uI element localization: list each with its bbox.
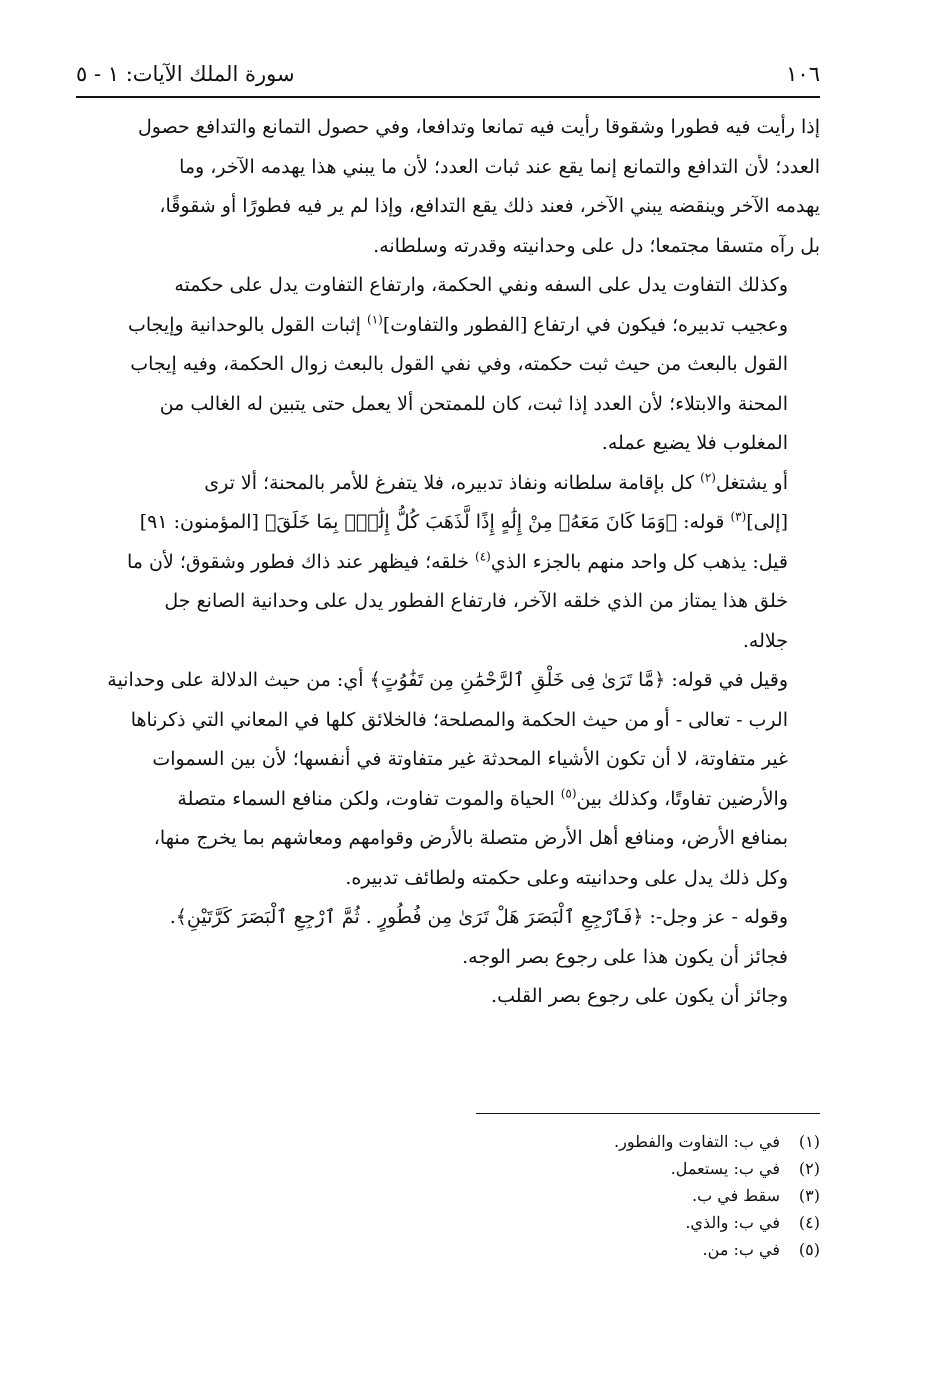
quran-verse: ﴿فَٱرْجِعِ ٱلْبَصَرَ هَلْ تَرَىٰ مِن فُطُورٍ . ثُمَّ ٱرْجِعِ ٱلْبَصَرَ كَرَّتَيْنِ﴾ bbox=[175, 906, 644, 928]
text-segment: إثبات القول بالوحدانية وإيجاب bbox=[127, 313, 367, 336]
text-segment: وعجيب تدبيره؛ فيكون في ارتفاع [الفطور والتفاوت] bbox=[382, 313, 788, 336]
footnote-marker-5[interactable]: (٥) bbox=[560, 786, 577, 801]
quran-verse: ﴿وَمَا كَانَ مَعَهُۥ مِنْ إِلَٰهٍ إِذًا لَّذَهَبَ كُلُّ إِلَٰهٍۭ بِمَا خَلَقَ﴾ bbox=[265, 511, 678, 533]
text-line: الرب - تعالى - أو من حيث الحكمة والمصلحة؛ فالخلائق كلها في المعاني التي ذكرناها bbox=[130, 708, 788, 731]
text-line bbox=[76, 780, 820, 820]
text-line: خلق هذا يمتاز من الذي خلقه الآخر، فارتفاع الفطور يدل على وحدانية الصانع جل bbox=[164, 590, 788, 612]
footnote-number: (٢) bbox=[798, 1159, 820, 1178]
text-line bbox=[76, 464, 820, 504]
text-line: وجائز أن يكون على رجوع بصر القلب. bbox=[491, 985, 788, 1007]
text-segment: . bbox=[169, 906, 176, 928]
text-segment: [إلى] bbox=[746, 511, 788, 533]
text-line: المحنة والابتلاء؛ لأن العدد إذا ثبت، كان للممتحن ألا يعمل حتى يتبين له الغالب من bbox=[159, 392, 788, 415]
text-line bbox=[76, 898, 820, 938]
footnote-4 bbox=[476, 1209, 820, 1236]
paragraph-6 bbox=[76, 938, 820, 978]
text-segment: الحياة والموت تفاوت، ولكن منافع السماء متصلة bbox=[177, 787, 561, 810]
text-segment: خلقه؛ فيظهر عند ذاك فطور وشقوق؛ لأن ما bbox=[127, 550, 475, 573]
footnote-3 bbox=[476, 1182, 820, 1209]
text-line: يهدمه الآخر وينقضه يبني الآخر، فعند ذلك يقع التدافع، وإذا لم ير فيه فطورًا أو شقوقًا، bbox=[159, 195, 820, 217]
footnote-number: (١) bbox=[798, 1132, 820, 1151]
text-line: القول بالبعث من حيث ثبت حكمته، وفي نفي القول بالبعث زوال الحكمة، وفيه إيجاب bbox=[130, 353, 788, 375]
footnote-number: (٥) bbox=[798, 1240, 820, 1259]
footnote-1 bbox=[476, 1128, 820, 1155]
footnote-text: في ب: يستعمل. bbox=[670, 1159, 780, 1178]
footnote-number: (٤) bbox=[798, 1213, 820, 1232]
footnote-text: في ب: من. bbox=[702, 1240, 780, 1259]
paragraph-7 bbox=[76, 977, 820, 1017]
footnote-number: (٣) bbox=[798, 1186, 820, 1205]
text-segment: أي: من حيث الدلالة على وحدانية bbox=[107, 669, 370, 691]
text-segment: قيل: يذهب كل واحد منهم بالجزء الذي bbox=[490, 550, 788, 573]
verse-reference: [المؤمنون: ٩١] bbox=[139, 511, 266, 533]
main-text bbox=[76, 108, 820, 1017]
text-segment: والأرضين تفاوتًا، وكذلك بين bbox=[576, 787, 788, 810]
text-line: إذا رأيت فيه فطورا وشقوقا رأيت فيه تمانعا وتدافعا، وفي حصول التمانع والتدافع حصول bbox=[137, 116, 820, 138]
text-line: غير متفاوتة، لا أن تكون الأشياء المحدثة غير متفاوتة في أنفسها؛ لأن بين السموات bbox=[152, 748, 788, 770]
text-segment: وقوله - عز وجل-: bbox=[643, 906, 788, 928]
footnote-2 bbox=[476, 1155, 820, 1182]
paragraph-4 bbox=[76, 661, 820, 898]
page-header bbox=[76, 56, 820, 92]
text-line: بل رآه متسقا مجتمعا؛ دل على وحدانيته وقدرته وسلطانه. bbox=[373, 234, 820, 257]
text-line bbox=[76, 661, 820, 701]
text-line: المغلوب فلا يضيع عمله. bbox=[601, 432, 788, 454]
text-line: فجائز أن يكون هذا على رجوع بصر الوجه. bbox=[462, 945, 788, 968]
footnote-marker-3[interactable]: (٣) bbox=[730, 509, 747, 524]
text-segment: أو يشتغل bbox=[715, 471, 788, 494]
footnote-text: في ب: والذي. bbox=[685, 1213, 780, 1232]
footnote-separator bbox=[476, 1113, 820, 1114]
quran-verse: ﴿مَّا تَرَىٰ فِى خَلْقِ ٱلرَّحْمَٰنِ مِن تَفَٰوُتٍ﴾ bbox=[369, 669, 666, 691]
text-line: وكل ذلك يدل على وحدانيته وعلى حكمته ولطائف تدبيره. bbox=[345, 866, 788, 889]
footnote-marker-4[interactable]: (٤) bbox=[475, 549, 491, 564]
footnote-marker-1[interactable]: (١) bbox=[367, 312, 383, 327]
text-line: بمنافع الأرض، ومنافع أهل الأرض متصلة بالأرض وقوامهم ومعاشهم بما يخرج منها، bbox=[153, 827, 788, 849]
text-line bbox=[76, 503, 820, 543]
text-line bbox=[76, 543, 820, 583]
header-rule bbox=[76, 96, 820, 98]
footnote-text: في ب: التفاوت والفطور. bbox=[614, 1132, 780, 1151]
text-line: جلاله. bbox=[742, 629, 788, 652]
paragraph-2 bbox=[76, 266, 820, 464]
text-segment: قوله: bbox=[677, 511, 731, 533]
footnote-text: سقط في ب. bbox=[692, 1186, 780, 1205]
text-segment: وقيل في قوله: bbox=[665, 669, 788, 691]
paragraph-5 bbox=[76, 898, 820, 938]
text-line: العدد؛ لأن التدافع والتمانع إنما يقع عند ثبات العدد؛ لأن ما يبني هذا يهدمه الآخر، وما bbox=[179, 155, 820, 178]
page-number: ١٠٦ bbox=[786, 62, 820, 86]
footnote-5 bbox=[476, 1236, 820, 1263]
running-title: سورة الملك الآيات: ١ - ٥ bbox=[76, 62, 295, 86]
footnote-marker-2[interactable]: (٢) bbox=[700, 470, 716, 485]
text-line bbox=[76, 306, 820, 346]
text-line: وكذلك التفاوت يدل على السفه ونفي الحكمة، وارتفاع التفاوت يدل على حكمته bbox=[174, 274, 788, 296]
paragraph-1 bbox=[76, 108, 820, 266]
paragraph-3 bbox=[76, 464, 820, 662]
text-segment: كل بإقامة سلطانه ونفاذ تدبيره، فلا يتفرغ للأمر بالمحنة؛ ألا ترى bbox=[204, 471, 701, 494]
footnotes-list bbox=[476, 1128, 820, 1263]
